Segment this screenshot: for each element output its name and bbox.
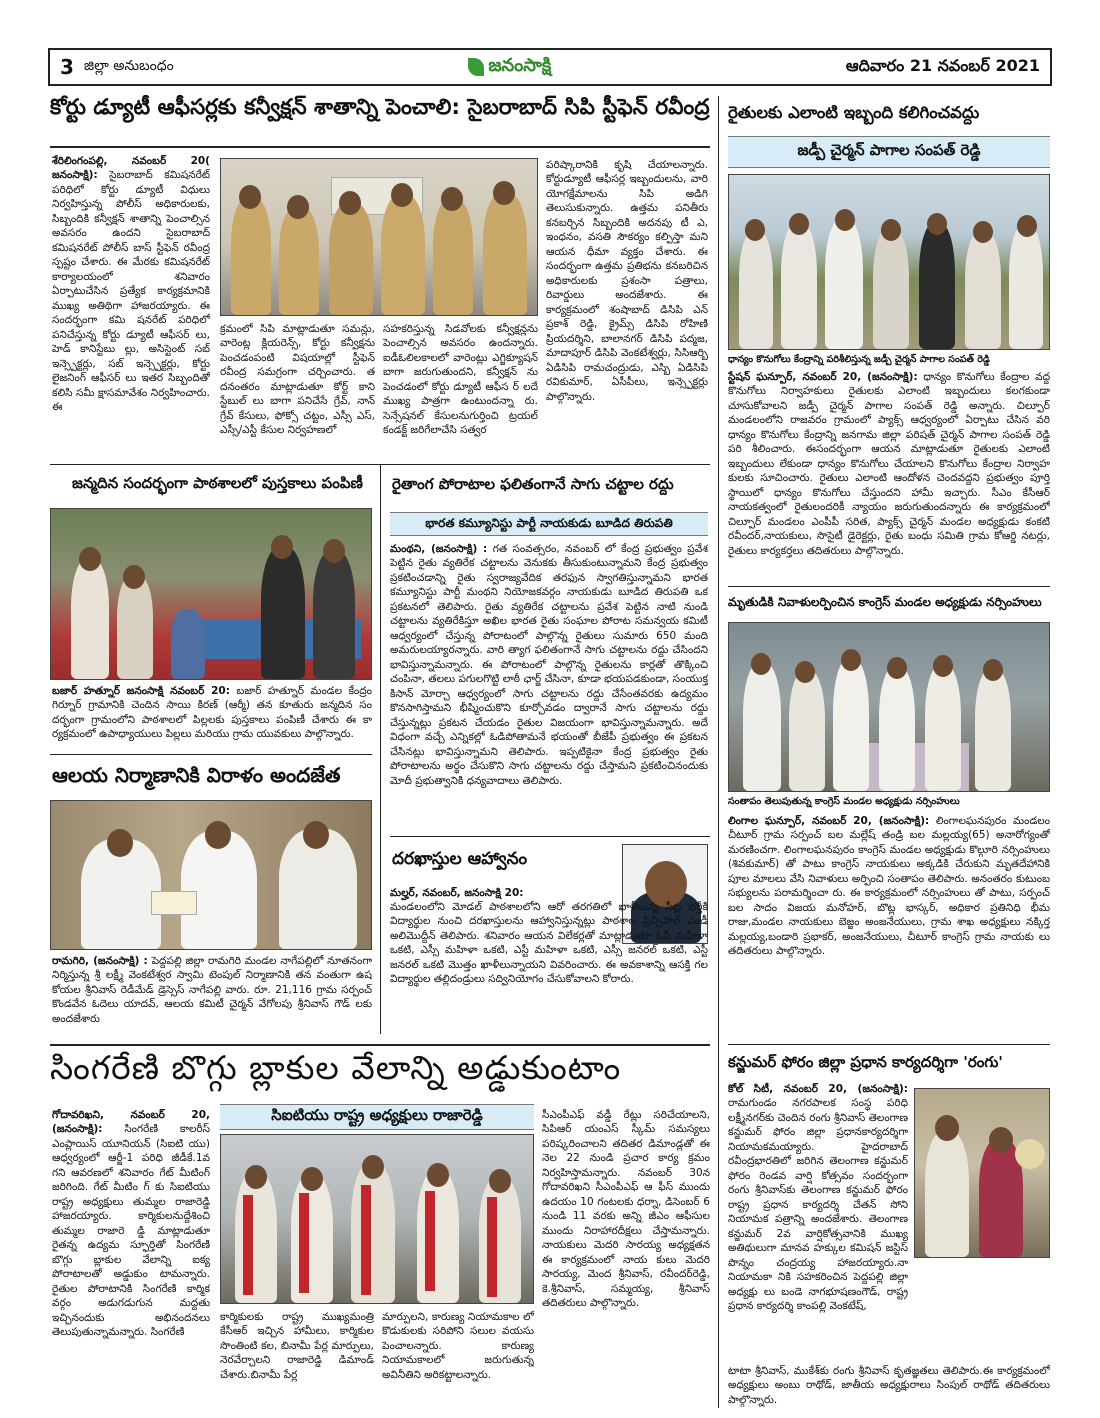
books-body-text: బజార్ హత్నూర్ మండల కేంద్రం గిర్నూర్ గ్రామానికి చెందిన సాయి కిరణ్ (ఆర్మీ) తన కూతురు జన్మదిన సం దర్భంగా గ్రామంలోని పాఠశాలలో పిల్లలకు పుస్తకాలు పంపిణీ చేశారు ఈ కా ర్యక్రమంలో ఉపాధ్యాయులు పిల్లలు మరియు గ్రామ యువకులు పాల్గొన్నారు.	[52, 685, 372, 741]
farmers-dateline: స్టేషన్ ఘన్పూర్, నవంబర్ 20, (జనంసాక్షి):	[728, 371, 918, 383]
police-dateline: శేరిలింగంపల్లి, నవంబర్ 20( జనంసాక్షి):	[52, 155, 210, 182]
police-photo	[220, 158, 538, 316]
mourning-body	[728, 814, 1050, 1036]
mourning-photo	[728, 622, 1050, 792]
consumer-col1	[728, 1082, 908, 1362]
supplement-title: జిల్లా అనుబంధం	[83, 57, 174, 74]
coal-col3: మార్పులని, కారుణ్య నియామకాల లో కొడుకులకు సరిపోని సలుల వయసు పెంచాలన్నారు. కారుణ్య నియామకాలలో జరుగుతున్న అవినీతిని అరికట్టాలన్నారు.	[382, 1311, 534, 1381]
laws-headline: రైతాంగ పోరాటాల ఫలితంగానే సాగు చట్టాల రద్దు	[392, 475, 674, 493]
farmers-caption: ధాన్యం కొనుగోలు కేంద్రాన్ని పరిశీలిస్తున్న జడ్పీ చైర్మన్ పాగాల సంపత్ రెడ్డి	[728, 354, 990, 365]
column-divider	[380, 464, 381, 1034]
temple-body	[52, 954, 372, 1034]
laws-body-text: గత సంవత్సరం, నవంబర్ లో కేంద్ర ప్రభుత్వం ప్రవేశ పెట్టిన రైతు వ్యతిరేక చట్టాలను వెనుకకు తీసుకుంటున్నామని కేంద్ర ప్రభుత్వం ప్రకటించడాన్ని రైతు స్వరాజ్యవేదిక తరఫున స్వాగతిస్తున్నామని భారత కమ్యూనిస్టు పార్టీ మంథని నియోజకవర్గం నాయకుడు బూడిద తిరుపతి ఒక ప్రకటనలో తెలిపారు. రైతు వ్యతిరేక చట్టాలను ప్రవేశ పెట్టిన నాటి నుండి చట్టాలను వ్యతిరేకిస్తూ అఖిల భారత రైతు సంఘాల పోరాట సమన్వయ కమిటీ ఆధ్వర్యంలో చేస్తున్న పోరాటంలో పాల్గొన్న రైతులు సుమారు 650 మంది అమరులయ్యారన్నారు. వారి త్యాగ ఫలితంగానే సాగు చట్టాలను రద్దు చేసిందని భావిస్తున్నామన్నారు. ఈ పోరాటంలో పాల్గొన్న రైతులను కార్లతో తొక్కించి చంపినా, తలలు పగులగొట్టి లాఠీ ఛార్జ్ చేసినా, కూడా భయపడకుండా, సంయుక్త కిసాన్ మోర్చా ఆధ్వర్యంలో సాగు చట్టాలను రద్దు చేసేంతవరకు ఉద్యమం కొనసాగిస్తామని భీష్మించుకొని కూర్చోవడం ద్వారానే సాగు చట్టాలను రద్దు చేస్తున్నట్లు ప్రకటన చేయడం రైతుల విజయంగా భావిస్తున్నామన్నారు. అదే విధంగా వచ్చే ఎన్నికల్లో ఓడిపోతామనే భయంతో బీజేపీ ప్రభుత్వం ఈ ప్రకటన చేసినట్లు భావిస్తున్నామని తెలిపారు. ఇప్పటికైనా కేంద్ర ప్రభుత్వం రైతు పోరాటాలను అర్థం చేసుకొని సాగు చట్టాలను రద్దు చేస్తామని ప్రకటించినందుకు మోదీ ప్రభుత్వానికి ధన్యవాదాలు తెలిపారు.	[390, 543, 708, 787]
divider	[728, 1044, 1050, 1045]
police-col1-text: సైబరాబాద్ కమిషనరేట్ పరిధిలో కోర్టు డ్యూటీ విధులు నిర్వహిస్తున్న పోలీస్ అధికారులకు, సిబ్బందికి కన్వీక్షన్ శాతాన్ని పెంచాల్సిన అవసరం ఉందని సైబరాబాద్ కమిషనరేట్ పోలీస్ బాస్ స్టీఫెన్ రవీంద్ర స్పష్టం చేశారు. ఈ మేరకు కమిషనరేట్ కార్యాలయంలో శనివారం ఏర్పాటుచేసిన ప్రత్యేక కార్యక్రమానికి ముఖ్య అతిథిగా హాజరయ్యారు. ఈ సందర్భంగా కమి షనరేట్ పరిధిలో పనిచేస్తున్న కోర్టు డ్యూటీ ఆఫీసర్ లు, హెడ్ కానిస్టేబు ల్లు, అసిస్టెంట్ సబ్ ఇన్స్పెక్టర్లు, సబ్ ఇన్స్పెక్టర్లు, కోర్టు లైజనింగ్ ఆఫీసర్ లు ఇతర సిబ్బందితో కలిసి సమీ క్షాసమావేశం నిర్వహించారు. ఈ	[52, 169, 210, 414]
consumer-headline: కన్జుమర్ ఫోరం జిల్లా ప్రధాన కార్యదర్శిగా 'రంగు'	[728, 1053, 1003, 1071]
column-divider	[718, 96, 719, 1408]
police-col3: సహకరిస్తున్న సిడవోలకు కన్వీక్షన్లను పెంచాల్సిన అవసరం ఉందన్నారు. ఐడీఓలిలకాలలో వారెంట్లు ఎగ్జిక్యూషన్ బాగా జరుగుతుందని, కన్వీక్షన్ ను పెంచడంలో కోర్టు డ్యూటీ ఆఫీస ర్ లదే ముఖ్య పాత్రగా ఉంటుందన్నా రు. సెన్సేషనల్ కేసులనుగుర్తించి ట్రయల్ కండక్ట్ జరిగేలాచేసి సత్వర	[383, 323, 538, 437]
coal-dateline: గోదావరిఖని, నవంబర్ 20, (జనంసాక్షి):	[52, 1109, 210, 1136]
consumer-col1-text: రామగుండం నగరపాలక సంస్థ పరిధి లక్ష్మీనగర్‌కు చెందిన రంగు శ్రీనివాస్ తెలంగాణ కన్జుమర్ ఫోరం జిల్లా ప్రధానకార్యదర్శిగా నియామకమయ్యారు. హైదరాబాద్ రవీంద్రభారతిలో జరిగిన తెలంగాణ కన్జుమర్ ఫోరం రెండవ వార్షి కోత్సవం సందర్భంగా రంగు శ్రీనివాస్‌కు తెలంగాణ కన్జుమర్ ఫోరం రాష్ట్ర ప్రధాన కార్యదర్శి చేతన్ సోని నియామక పత్రాన్ని అందజేశారు. తెలంగాణ కన్జుమర్ 2వ వార్షికోత్సవానికి ముఖ్య అతిథులుగా మానవ హక్కుల కమిషన్ జస్టిస్ పొన్నం చంద్రయ్య హాజరయ్యారు.నా నియామకా నికి సహకరించిన పెద్దపల్లి జిల్లా అధ్యక్షు లు బండె నాగభూషణంగౌడ్, రాష్ట్ర ప్రధాన కార్యదర్శి కాంపల్లి వెంకటేష్,	[728, 1097, 908, 1313]
coal-col2: కార్మికులకు రాష్ట్ర ముఖ్యమంత్రి కేసీఆర్ ఇచ్చిన హామీలు, కార్మికుల సొంతింటి కల, బినామీ పేర్ల మార్పులు, నెరవేర్చాలని రాజారెడ్డి డిమాండ్ చేశారు.బినామీ పేర్ల	[220, 1311, 374, 1381]
mourning-body-text: లింగాలఘనపురం మండలం చీటూర్ గ్రామ సర్పంచ్ బల మల్లేష్ తండ్రి బల మల్లయ్య(65) అనారోగ్యంతో మరణించగా. లింగాలఘనపురం కాంగ్రెస్ మండల అధ్యక్షుడు కొల్గూరి నర్సింహులు (శివకుమార్) తో పాటు కాంగ్రెస్ నాయకులు అక్కడికి చేరుకుని మృతదేహానికి పూల మాలలు వేసి నివాళులు అర్పించి సంతాపం తెలిపారు. అనంతరం కుటుంబ సభ్యులను పరామర్శించా రు. ఈ కార్యక్రమంలో నర్సింహులు తో పాటు, సర్పంచ్ బల సాదం విజయ మనోహర్, బొట్ల భాస్కర్, అధికార ప్రతినిధి భీమ రాజు,మండల నాయకులు బెజ్జం అంజనేయులు, గ్రామ శాఖ అధ్యక్షులు నక్కిర్త మల్లయ్య,బండారి ప్రభాకర్, అంజనేయులు, చీటూర్ కాంగ్రెస్ గ్రామ నాయకు లు తదితరులు పాల్గొన్నారు.	[728, 815, 1050, 958]
consumer-col2: టాటా శ్రీనివాస్, ముకేశ్‌కు రంగు శ్రీనివాస్ కృతజ్ఞతలు తెలిపారు.ఈ కార్యక్రమంలో అధ్యక్షులు అంబు రాథోడ్, జాతీయ అధ్యక్షురాలు సింపుల్ రాథోడ్ తదితరులు పాల్గొన్నారు.	[728, 1365, 1050, 1406]
mourning-caption: సంతాపం తెలుపుతున్న కాంగ్రెస్ మండల అధ్యక్షుడు నర్సింహులు	[728, 796, 960, 807]
consumer-dateline: కోల్ సిటీ, నవంబర్ 20, (జనంసాక్షి):	[728, 1083, 908, 1095]
books-body	[52, 684, 372, 746]
farmers-headline: రైతులకు ఎలాంటి ఇబ్బంది కలిగించవద్దు	[728, 103, 980, 122]
coal-headline: సింగరేణి బొగ్గు బ్లాకుల వేలాన్ని అడ్డుకుంటాం	[50, 1048, 622, 1087]
laws-body	[390, 542, 708, 826]
divider	[50, 146, 710, 148]
coal-col1-text: సింగరేణి కాలరీస్ ఎంప్లాయిస్ యూనియన్ (సిఐటి యు) ఆధ్వర్యంలో ఆర్జీ-1 పరిధి జీడీకే.1వ గని ఆవరణలో శనివారం గేట్ మీటింగ్ జరిగింది. గేట్ మీటిం గ్ కు సిఐటియు రాష్ట్ర అధ్యక్షులు తుమ్మల రాజారెడ్డి హాజరయ్యారు. కార్మికులనుద్దేశించి తుమ్మల రాజారె డ్డి మాట్లాడుతూ రైతన్న ఉద్యమ స్ఫూర్తితో సింగరేణి బొగ్గు బ్లాకుల వేలాన్ని ఐక్య పోరాటాలతో అడ్డుకుం టామన్నారు. రైతుల పోరాటానికి సింగరేణి కార్మిక వర్గం అడుగడుగున మద్దతు ఇచ్చినందుకు అభినందనలు తెలుపుతున్నామన్నారు. సింగరేణి	[52, 1123, 210, 1339]
police-col2: క్రమంలో సిపి మాట్లాడుతూ సమన్లు, వారెంట్ల క్లియరెన్స్, కోర్టు కన్వీక్షను పెంచడంపంటి విషయాల్లో స్టీఫెన్ రవీంద్ర సమగ్రంగా చర్చించారు. త దనంతరం మాట్లాడుతూ కోర్ట్ కాని స్టేబుల్ లు బాగా పనిచేసే గ్రేవ్, నాన్ గ్రేవ్ కేసులు, ఫోక్సో చట్టం, ఎస్సీ ఎస్, ఎస్సీ/ఎస్టీ కేసుల నిర్వహణలో	[220, 323, 375, 437]
coal-photo	[220, 1134, 534, 1304]
brand-logo	[468, 55, 551, 80]
application-dateline: మల్హర్, నవంబర్, జనంసాక్షి 20:	[390, 887, 524, 899]
temple-photo	[50, 800, 372, 950]
application-body: మండలంలోని మోడల్ పాఠశాలలోని ఆరో తరగతిలో ఖాళీలున్న సీట్ల భర్తీకి విద్యార్థుల నుంచి దరఖాస్తులను ఆహ్వానిస్తున్నట్లు పాఠశాల ప్రిన్సిపాల్ ఎండీ అలిమొద్దీన్ తెలిపారు. శనివారం ఆయన విలేకర్లతో మాట్లాడుతూ ఓసీ మహిళా ఒకటి, ఎస్సీ మహిళా ఒకటి, ఎస్టీ మహిళా ఒకటి, ఎస్సీ జనరల్ ఒకటి, ఎస్టీ జనరల్ ఒకటి మొత్తం ఖాళీలున్నాయని వివరించారు. ఈ అవకాశాన్ని ఆసక్తి గల విద్యార్థుల తల్లిదండ్రులు సద్వినియోగం చేసుకోవాలని కోరారు.	[390, 901, 708, 986]
farmers-body-text: ధాన్యం కొనుగోలు కేంద్రాల వద్ద కొనుగోలు నిర్వాహకులు రైతులకు ఎలాంటి ఇబ్బందులు కలగకుండా చూసుకోవాలని జడ్పీ చైర్మన్ పాగాల సంపత్ రెడ్డి అన్నారు. చిల్పూర్ మండలంలోని రాజవరం గ్రామంలో ప్యాక్స్ ఆధ్వర్యంలో ఏర్పాటు చేసిన వరి ధాన్యం కొనుగోలు కేంద్రాన్ని జనగామ జిల్లా పరిషత్ చైర్మన్ పాగాల సంపత్ రెడ్డి పరి శీలించారు. ఈసందర్భంగా ఆయన మాట్లాడుతూ రైతులకు ఎలాంటి ఇబ్బందులు లేకుండా ధాన్యం కొనుగోలు చేయాలని కొనుగోలు కేంద్రాల నిర్వాహ కులకు సూచించారు. రైతులు ఎలాంటి ఆందోళన చెందవద్దని ప్రభుత్వం పూర్తి స్థాయిలో ధాన్యం కొనుగోలు చేస్తుందని హామీ ఇచ్చారు. సీఎం కేసీఆర్ నాయకత్వంలో రైతులందరికీ న్యాయం జరుగుతుందన్నారు ఈ కార్యక్రమంలో చిల్పూర్ మండలం ఎంపీపీ సరిత, ప్యాక్స్ చైర్మన్ మండల అధ్యక్షుడు కంకటి రవీందర్,నాయకులు, సొసైటీ డైరెక్టర్లు, రైతు బంధు సమితి గ్రామ కోఆర్డి నటర్లు, రైతులు కార్యకర్తలు తదితరులు పాల్గొన్నారు.	[728, 371, 1050, 557]
issue-date: ఆదివారం 21 నవంబర్ 2021	[845, 55, 1040, 75]
laws-dateline: మంథని, (జనంసాక్షి) :	[390, 543, 488, 555]
books-dateline: బజార్ హత్నూర్ జనంసాక్షి నవంబర్ 20:	[52, 685, 230, 697]
books-headline: జన్మదిన సందర్భంగా పాఠశాలలో పుస్తకాలు పంపిణీ	[72, 474, 363, 492]
consumer-photo	[914, 1088, 1050, 1258]
leaf-icon	[468, 58, 484, 76]
police-headline: కోర్టు డ్యూటీ ఆఫీసర్లకు కన్వీక్షన్ శాతాన్ని పెంచాలి: సైబరాబాద్ సిపి స్టీఫెన్ రవీంద్ర	[50, 95, 710, 120]
coal-subhead: సిఐటియు రాష్ట్ర అధ్యక్షులు రాజారెడ్డి	[220, 1104, 534, 1130]
divider	[50, 754, 372, 755]
divider	[50, 1044, 710, 1046]
cheque	[151, 891, 197, 915]
police-col1	[52, 154, 210, 454]
temple-dateline: రామగిరి, (జనంసాక్షి) :	[52, 955, 148, 967]
farmers-photo	[728, 174, 1050, 350]
temple-body-text: పెద్దపల్లి జిల్లా రామగిరి మండల నాగేపల్లిలో నూతనంగా నిర్మిస్తున్న శ్రీ లక్ష్మీ వెంకటేశ్వర స్వామి టెంపుల్ నిర్మాణానికి తన వంతుగా ఉష కోయల శ్రీనివాస్ రెడీమేడ్ డ్రెస్సెస్ నాగేపల్లి వారు. రూ. 21,116 గ్రామ సర్పంచ్ కొండవేన ఓదెలు యాదవ్, ఆలయ కమిటీ చైర్మన్ వేగోలపు శ్రీనివాస్ గౌడ్ లకు అందజేశారు	[52, 955, 372, 1025]
brand-name: జనంసాక్షి	[488, 54, 552, 76]
coal-col4: సీఎంపీఎఫ్ వడ్డీ రేట్లు సరిచేయాలని, సిపిఆర్ యంఎస్ స్కీమ్ సమస్యలు పరిష్కరించాలని తదితర డిమాండ్లతో ఈ నెల 22 నుండి ప్రచార కార్య క్రమం నిర్వహిస్తామన్నారు. నవంబర్ 30న గోదావరిఖని సీఎంపీఎఫ్ ఆ ఫీస్ ముందు ఉదయం 10 గంటలకు ధర్నా, డిసెంబర్ 6 నుండి 11 వరకు అన్ని జీఎం ఆఫీసుల ముందు నిరాహారదీక్షలు చేస్తామన్నారు. నాయకులు మెదరి సారయ్య అధ్యక్షతన ఈ కార్యక్రమంలో నాయ కులు మెదరి సారయ్య, మెంద శ్రీనివాస్, రవీందర్‌రెడ్డి, కె.శ్రీనివాస్, సమ్మయ్య, శ్రీనివాస్ తదితరులు పాల్గొన్నారు.	[542, 1109, 710, 1310]
coal-col1	[52, 1108, 210, 1408]
emblem	[1015, 1139, 1045, 1169]
application-headline: దరఖాస్తుల ఆహ్వానం	[392, 849, 528, 869]
temple-headline: ఆలయ నిర్మాణానికి విరాళం అందజేత	[52, 763, 341, 787]
mourning-headline: మృతుడికి నివాళులర్పించిన కాంగ్రెస్ మండల అధ్యక్షుడు నర్సింహులు	[728, 595, 1042, 609]
laws-subhead: భారత కమ్యూనిస్టు పార్టీ నాయకుడు బూడిద తిరుపతి	[390, 512, 708, 536]
divider	[728, 586, 1050, 587]
mourning-dateline: లింగాల ఘన్పూర్, నవంబర్ 20, (జనంసాక్షి):	[728, 815, 930, 827]
police-col4: పరిష్కారానికి కృషి చేయాలన్నారు. కోర్టుడ్యూటీ ఆఫీసర్ల ఇబ్బందులను, వారి యోగక్షేమాలను సిపి అడిగి తెలుసుకున్నారు. ఉత్తమ పనితీరు కనబర్చిన సిబ్బందికి అదనపు టీ ఎ, ఇంధనం, వసతి సౌకర్యం కల్పిస్తా మని ఆయన ధీమా వ్యక్తం చేశారు. ఈ సందర్భంగా ఉత్తమ ప్రతిభను కనబరిచిన అధికారులకు ప్రశంసా పత్రాలు, రివార్డులు అందజేశారు. ఈ కార్యక్రమంలో శంషాబాద్ డిసిపి ఎన్ ప్రకాశ్ రెడ్డి, క్రైమ్స్ డిసిపి రోహిణి ప్రియదర్శిని, బాలానగర్ డిసిపి పద్మజ, మాదాపూర్ డిసిపి వెంకటేశ్వర్లు, సిసిఆర్బి ఏడిసిపి రామచంద్రుడు, ఎస్బి ఏడిసిపి రవికుమార్, ఏసీపీలు, ఇన్స్పెక్టర్లు పాల్గొన్నారు.	[546, 159, 708, 403]
farmers-subhead: జడ్పీ చైర్మన్ పాగాల సంపత్ రెడ్డి	[728, 136, 1050, 168]
books-photo	[50, 508, 372, 680]
farmers-body	[728, 370, 1050, 576]
masthead	[48, 48, 1052, 86]
page-number: 3	[60, 55, 74, 79]
masthead-left	[60, 55, 174, 79]
divider	[390, 836, 710, 837]
